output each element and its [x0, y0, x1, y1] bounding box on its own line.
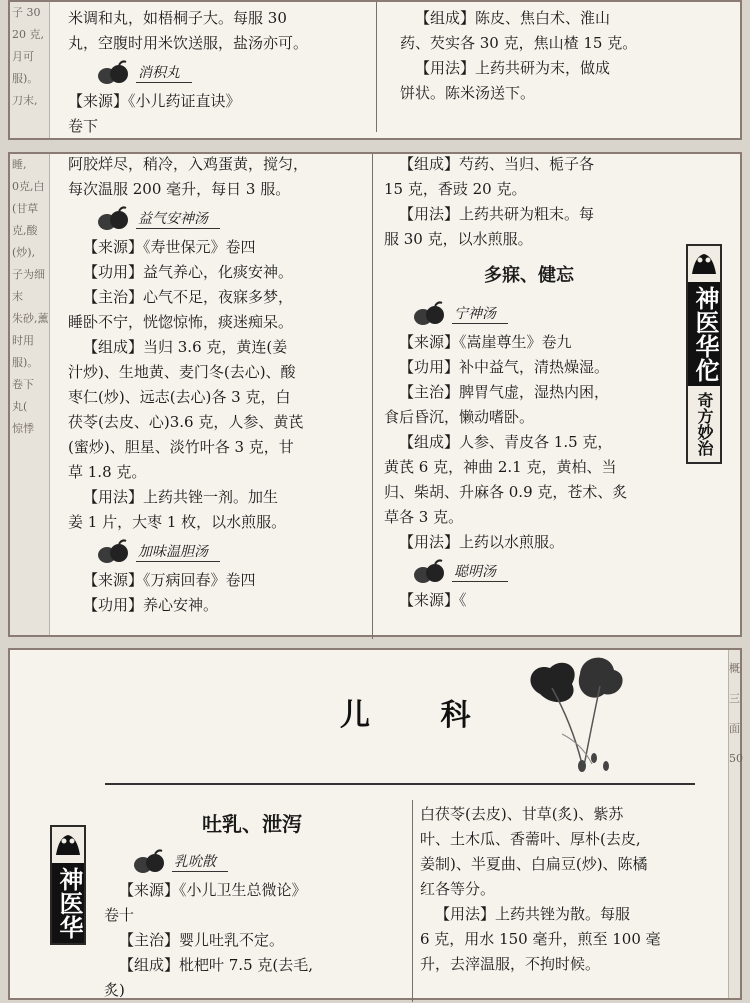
text-line: 卷下 [68, 117, 99, 135]
text-line: 叶、土木瓜、香薷叶、厚朴(去皮, [420, 830, 641, 848]
edge-text: 卷下 [12, 378, 34, 391]
text-line: 白茯苓(去皮)、甘草(炙)、紫苏 [420, 805, 624, 823]
edge-text: 概 [729, 662, 740, 675]
text-line: 【来源】《嵩崖尊生》卷九 [399, 333, 572, 351]
text-line: 姜 1 片，大枣 1 枚，以水煎服。 [68, 513, 287, 531]
banner-title-text: 神医华佗 [691, 286, 720, 382]
edge-text: (炒), [12, 246, 36, 259]
text-line: 15 克，香豉 20 克。 [384, 180, 527, 198]
edge-text: 丸( [12, 400, 28, 413]
recipe-heading [96, 538, 360, 566]
text-line: 【组成】陈皮、焦白术、淮山 [415, 9, 611, 27]
column-divider [376, 2, 377, 132]
edge-text: 服)。 [12, 356, 39, 369]
text-line: 【主治】脾胃气虚，湿热内困， [399, 383, 610, 401]
frog-logo-icon [689, 250, 719, 278]
recipe-name: 乳吮散 [172, 853, 228, 872]
garlic-icon [412, 301, 446, 327]
text-line: 【功用】益气养心，化痰安神。 [83, 263, 294, 281]
text-line: 【组成】芍药、当归、栀子各 [399, 155, 595, 173]
text-line: 阿胶烊尽，稍冷，入鸡蛋黄，搅匀， [68, 155, 309, 173]
recipe-heading [96, 59, 368, 87]
edge-text: (甘草 [12, 202, 39, 215]
text-line: 汁炒)、生地黄、麦门冬(去心)、酸 [68, 363, 296, 381]
recipe-heading [132, 848, 400, 876]
recipe-name: 聪明汤 [452, 563, 508, 582]
page-excerpt-2 [8, 152, 742, 637]
text-line: 【组成】枇杷叶 7.5 克(去毛, [119, 956, 314, 974]
text-line: 枣仁(炒)、远志(去心)各 3 克，白 [68, 388, 291, 406]
recipe-name: 益气安神汤 [136, 210, 220, 229]
text-line: 红各等分。 [420, 880, 496, 898]
recipe-name: 宁神汤 [452, 305, 508, 324]
left-column [68, 6, 368, 139]
text-line: 【来源】《 [399, 591, 467, 609]
chapter-rule [105, 783, 695, 785]
garlic-icon [96, 206, 130, 232]
next-page-edge [728, 650, 743, 998]
right-column [400, 6, 700, 106]
recipe-heading [412, 300, 674, 328]
garlic-icon [132, 849, 166, 875]
text-line: 炙) [104, 981, 125, 999]
edge-text: 服)。 [12, 72, 39, 85]
edge-text: 朱砂,薰 [12, 312, 49, 325]
text-line: 饼状。陈米汤送下。 [400, 84, 536, 102]
text-line: 卷十 [104, 906, 135, 924]
column-divider [412, 800, 413, 1002]
text-line: 每次温服 200 毫升，每日 3 服。 [68, 180, 291, 198]
text-line: 【用法】上药共研为粗末。每 [399, 205, 595, 223]
series-banner [50, 825, 86, 945]
text-line: 姜制)、半夏曲、白扁豆(炒)、陈橘 [420, 855, 648, 873]
text-line: 米调和丸，如梧桐子大。每服 30 [68, 9, 287, 27]
edge-text: 面 [729, 722, 740, 735]
text-line: 茯苓(去皮、心)3.6 克，人参、黄芪 [68, 413, 304, 431]
text-line: 【主治】心气不足，夜寐多梦， [83, 288, 294, 306]
ink-plant-illustration [522, 654, 632, 779]
text-line: 药、芡实各 30 克，焦山楂 15 克。 [400, 34, 638, 52]
edge-text: 克,酸 [12, 224, 38, 237]
banner-title-text: 神医华 [55, 867, 84, 939]
text-line: 【功用】养心安神。 [83, 596, 219, 614]
page-excerpt-3 [8, 648, 742, 1000]
section-heading: 吐乳、泄泻 [202, 812, 302, 836]
text-line: 归、柴胡、升麻各 0.9 克，苍术、炙 [384, 483, 628, 501]
banner-title [52, 863, 84, 943]
text-line: 【来源】《小儿药证直诀》 [68, 92, 241, 110]
text-line: 食后昏沉，懒动嗜卧。 [384, 408, 535, 426]
text-line: 【组成】人参、青皮各 1.5 克， [399, 433, 613, 451]
edge-text: 时用 [12, 334, 34, 347]
frog-logo-icon [53, 831, 83, 859]
edge-text: 三 [729, 692, 740, 705]
banner-subtitle [694, 386, 714, 462]
edge-text: 子 30 [12, 6, 41, 19]
text-line: 服 30 克，以水煎服。 [384, 230, 533, 248]
column-divider [372, 154, 373, 639]
edge-text: 20 克, [12, 28, 44, 41]
text-line: 【用法】上药共研为末，做成 [415, 59, 611, 77]
edge-text: 0克,白 [12, 180, 45, 193]
text-line: 睡卧不宁，恍惚惊怖，痰迷痴呆。 [68, 313, 294, 331]
text-line: 草 1.8 克。 [68, 463, 147, 481]
edge-text: 月可 [12, 50, 34, 63]
garlic-icon [96, 539, 130, 565]
text-line: 【来源】《小儿卫生总微论》 [119, 881, 307, 899]
text-line: 【用法】上药共锉为散。每服 [435, 905, 631, 923]
series-banner [686, 244, 722, 464]
text-line: 升，去滓温服，不拘时候。 [420, 955, 601, 973]
banner-title [688, 282, 720, 386]
edge-text: 惊悸 [12, 422, 34, 435]
text-line: 【用法】上药共锉一剂。加生 [83, 488, 279, 506]
edge-text: 睡, [12, 158, 27, 171]
text-line: 6 克，用水 150 毫升，煎至 100 毫 [420, 930, 661, 948]
garlic-icon [412, 559, 446, 585]
right-column [420, 802, 720, 977]
text-line: 【来源】《寿世保元》卷四 [83, 238, 256, 256]
chapter-title: 儿 科 [340, 698, 501, 733]
recipe-name: 加味温胆汤 [136, 543, 220, 562]
page-excerpt-1 [8, 0, 742, 140]
right-column [384, 152, 674, 613]
text-line: 丸，空腹时用米饮送服，盐汤亦可。 [68, 34, 309, 52]
recipe-heading [412, 558, 674, 586]
garlic-icon [96, 60, 130, 86]
text-line: (蜜炒)、胆星、淡竹叶各 3 克，甘 [68, 438, 294, 456]
section-heading: 多寐、健忘 [484, 265, 574, 286]
edge-text: 50 [729, 752, 743, 765]
recipe-name: 消积丸 [136, 64, 192, 83]
previous-page-edge [10, 154, 50, 635]
text-line: 【用法】上药以水煎服。 [399, 533, 565, 551]
text-line: 黄芪 6 克，神曲 2.1 克，黄柏、当 [384, 458, 617, 476]
recipe-heading [96, 205, 360, 233]
left-column [104, 800, 400, 1003]
text-line: 草各 3 克。 [384, 508, 464, 526]
text-line: 【功用】补中益气，清热燥湿。 [399, 358, 610, 376]
text-line: 【主治】婴儿吐乳不定。 [119, 931, 285, 949]
banner-subtitle-text: 奇方妙治 [695, 392, 714, 456]
text-line: 【组成】当归 3.6 克，黄连(姜 [83, 338, 288, 356]
left-column [68, 152, 360, 618]
text-line: 【来源】《万病回春》卷四 [83, 571, 256, 589]
edge-text: 刀末, [12, 94, 38, 107]
edge-text: 子为细末 [12, 268, 45, 303]
previous-page-edge [10, 2, 50, 138]
